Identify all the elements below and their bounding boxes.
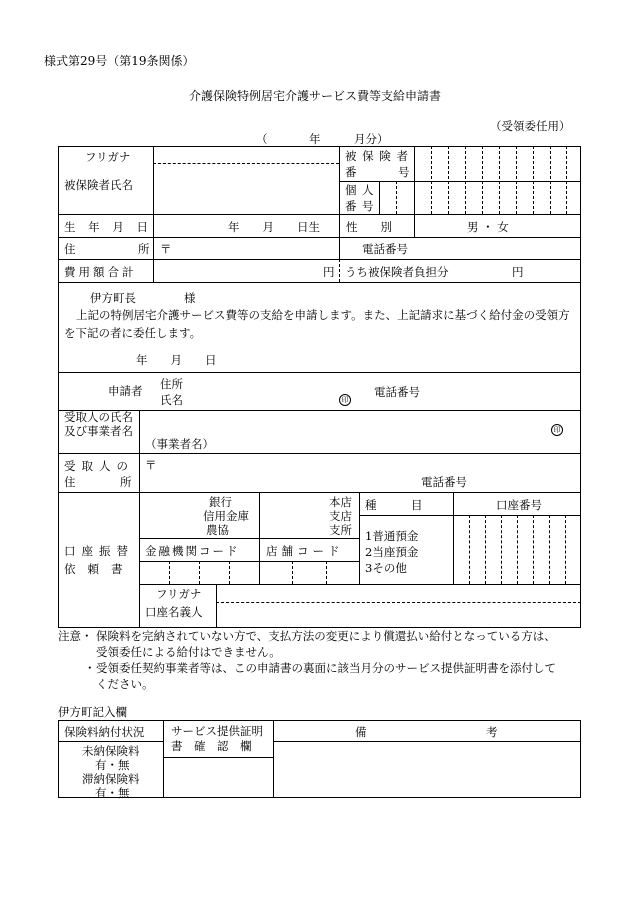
dob-label <box>64 219 148 235</box>
postal-mark: 〒 <box>160 242 172 256</box>
transfer-label-1: 口座振替 <box>64 544 134 558</box>
statement-date: 年 月 日 <box>136 353 217 367</box>
cost-yen: 円 <box>323 265 335 279</box>
applicant-address-label: 住所 <box>160 377 183 391</box>
receiver-address-label-2a: 住 <box>64 475 76 489</box>
address-label-2: 所 <box>138 242 150 256</box>
account-number-label: 口座番号 <box>496 498 542 512</box>
account-type-option-2: 2当座預金 <box>365 545 419 559</box>
receiver-seal: 印 <box>551 424 563 436</box>
office-col-remarks-1: 備 <box>355 725 367 739</box>
period-year: 年 <box>309 132 321 146</box>
unpaid-option: 有・無 <box>95 758 130 772</box>
applicant-phone-label: 電話番号 <box>374 385 420 399</box>
office-col-remarks-2: 考 <box>486 725 498 739</box>
office-section-title: 伊方町記入欄 <box>58 705 127 719</box>
mayor-sama: 様 <box>184 291 196 305</box>
overdue-option: 有・無 <box>95 786 130 800</box>
phone-label: 電話番号 <box>362 242 408 256</box>
office-col-payment: 保険料納付状況 <box>64 725 145 739</box>
personal-number-label-2b: 号 <box>362 199 374 213</box>
holder-name-label: 口座名義人 <box>145 605 203 619</box>
burden-label: うち被保険者負担分 <box>345 265 449 279</box>
bank-type-2: 信用金庫 <box>203 509 249 523</box>
business-name-label: （事業者名） <box>145 437 214 451</box>
applicant-label: 申請者 <box>108 384 143 398</box>
insured-number-label: 被 保 険 者 <box>345 149 409 163</box>
personal-number-label-2a: 番 <box>345 199 357 213</box>
holder-furigana-label: フリガナ <box>156 587 202 601</box>
furigana-label: フリガナ <box>85 150 131 164</box>
office-col-service-1: サービス提供証明 <box>171 724 263 738</box>
dob-label-char: 月 <box>112 220 124 234</box>
dob-value: 年 月 日生 <box>228 220 320 234</box>
note-2-lead: ・ <box>84 661 96 675</box>
office-col-service-2: 書 確 認 欄 <box>171 739 252 753</box>
branch-code-label: 店舗コード <box>266 544 344 558</box>
applicant-name-label: 氏名 <box>160 393 183 407</box>
transfer-label-2: 依頼書 <box>64 562 135 576</box>
account-type-label: 種 目 <box>365 498 423 512</box>
bank-type-3: 農協 <box>206 523 229 537</box>
dob-label-char: 生 <box>64 220 76 234</box>
receiver-phone-label: 電話番号 <box>421 475 467 489</box>
sex-label: 性 別 <box>346 220 392 234</box>
note-1b: 受領委任による給付はできません。 <box>96 645 281 659</box>
branch-type-1: 本店 <box>329 495 352 509</box>
note-2b: ください。 <box>96 677 154 691</box>
period-open: （ <box>256 132 268 146</box>
branch-type-2: 支店 <box>329 509 352 523</box>
insured-number-label-2b: 号 <box>398 165 410 179</box>
personal-number-label-1a: 個 <box>345 183 357 197</box>
cost-total-label: 費用額合計 <box>64 265 137 279</box>
unpaid-label: 未納保険料 <box>82 744 140 758</box>
receiver-address-label-1: 受取人の <box>64 459 134 473</box>
sex-value: 男 ・ 女 <box>467 220 509 234</box>
dob-label-char: 日 <box>136 220 148 234</box>
receiver-name-label: 受取人の氏名及び事業者名 <box>64 410 133 438</box>
burden-yen: 円 <box>512 265 524 279</box>
bank-code-label: 金融機関コード <box>145 544 240 558</box>
insured-number-label-2a: 番 <box>345 165 357 179</box>
period-month: 月分） <box>354 132 389 146</box>
account-type-option-1: 1普通預金 <box>365 529 419 543</box>
form-note: （受領委任用） <box>490 119 571 133</box>
form-number: 様式第29号（第19条関係） <box>44 54 195 68</box>
overdue-label: 滞納保険料 <box>82 772 140 786</box>
address-label-1: 住 <box>64 242 76 256</box>
insured-name-label: 被保険者氏名 <box>64 178 133 192</box>
branch-type-3: 支所 <box>329 523 352 537</box>
mayor-label: 伊方町長 <box>90 291 136 305</box>
bank-type-1: 銀行 <box>209 495 232 509</box>
statement-text: 上記の特例居宅介護サービス費等の支給を申請します。また、上記請求に基づく給付金の受領方を下記の者に委任します。 <box>64 308 570 340</box>
form-title: 介護保険特例居宅介護サービス費等支給申請書 <box>188 89 441 103</box>
applicant-seal: 印 <box>339 394 351 406</box>
receiver-address-label-2b: 所 <box>120 475 132 489</box>
personal-number-label-1b: 人 <box>362 183 374 197</box>
note-1a: 保険料を完納されていない方で、支払方法の変更により償還払い給付となっている方は、 <box>96 629 556 643</box>
receiver-postal: 〒 <box>145 458 157 472</box>
note-2a: 受領委任契約事業者等は、この申請書の裏面に該当月分のサービス提供証明書を添付して <box>96 661 556 675</box>
account-type-option-3: 3その他 <box>365 561 407 575</box>
dob-label-char: 年 <box>88 220 100 234</box>
notes-lead: 注意・ <box>58 629 93 643</box>
